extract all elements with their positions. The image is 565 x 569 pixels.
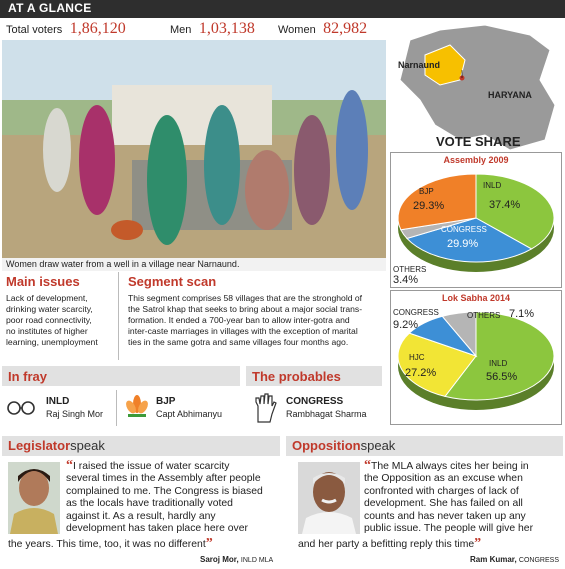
opposition-speak-title: [286, 436, 563, 453]
header-title: AT A GLANCE: [8, 1, 92, 15]
hand-icon: [252, 392, 278, 424]
legislator-quote-line: development has taken place here over: [66, 523, 248, 535]
pie1-congress-value: 29.9%: [447, 238, 479, 250]
opposition-quote-line: confronted with charges of lack of: [364, 485, 519, 497]
main-issues-title: Main issues: [6, 274, 80, 289]
legislator-last-line: [8, 538, 286, 551]
opposition-quote-line: counts and has never taken up any: [364, 510, 526, 522]
probable-name: Rambhagat Sharma: [286, 409, 367, 419]
women-stat: [278, 20, 367, 38]
main-issues-panel: [2, 272, 119, 360]
legislator-quote-line: as the locals have traditionally voted: [66, 498, 233, 510]
legislator-title-main: Legislator: [8, 438, 71, 453]
segment-scan-text: [124, 293, 386, 348]
opposition-quote-line: [364, 460, 564, 473]
legislator-attribution: [200, 555, 273, 564]
map-state-label: HARYANA: [488, 90, 532, 100]
main-issues-line: learning, unemployment: [6, 337, 98, 347]
quote-close-mark: ”: [205, 536, 213, 551]
lok-sabha-2014-title: Lok Sabha 2014: [441, 293, 511, 303]
candidate-1-party: INLD: [46, 396, 70, 407]
main-issues-text: [2, 293, 118, 348]
candidate-2-name: Capt Abhimanyu: [156, 409, 223, 419]
pie2-inld-value: 56.5%: [486, 371, 518, 383]
pie2-hjc-value: 27.2%: [405, 367, 437, 379]
main-issues-line: poor road connectivity,: [6, 315, 92, 325]
probables-header: [246, 366, 382, 386]
opposition-title-main: Opposition: [292, 438, 361, 453]
pie1-inld-value: 37.4%: [489, 199, 521, 211]
candidate-1-name: Raj Singh Mor: [46, 409, 104, 419]
lok-sabha-2014-chart: [390, 290, 562, 425]
pie2-others-label: OTHERS: [467, 311, 501, 320]
legislator-quote-line: against it. As a result, hardly any: [66, 510, 216, 522]
candidate-divider: [116, 390, 117, 426]
photo-caption: Women draw water from a well in a village near Narnaund.: [2, 258, 386, 271]
segment-scan-line: formation. It ended a 700-year ban to allow inter-gotra and: [128, 315, 350, 325]
pie1-congress-label: CONGRESS: [441, 225, 487, 234]
segment-scan-panel: [124, 272, 386, 360]
assembly-2009-title: Assembly 2009: [443, 155, 509, 165]
village-well-photo: [2, 40, 386, 270]
opposition-speak-header: [286, 436, 563, 456]
legislator-quote-line: complained to me. The Congress is biased: [66, 485, 263, 497]
opposition-last-line: [298, 538, 563, 551]
legislator-attrib-name: Saroj Mor,: [200, 555, 239, 564]
total-voters-stat: [6, 20, 126, 38]
map-place-label: Narnaund: [398, 60, 441, 70]
opposition-line: The MLA always cites her being in: [371, 461, 529, 472]
pie2-inld-label: INLD: [489, 359, 508, 368]
segment-scan-title: Segment scan: [128, 274, 217, 289]
photo-illustration: [2, 40, 386, 270]
quote-open-mark: “: [364, 458, 371, 473]
pie1-bjp-label: BJP: [419, 187, 434, 196]
legislator-quote-line: [66, 460, 282, 473]
men-label: Men: [170, 24, 192, 36]
pie2-congress-value: 9.2%: [393, 319, 419, 331]
opposition-quote-line: development. She has failed on all: [364, 498, 523, 510]
opposition-attribution: [470, 555, 559, 564]
segment-scan-line: This segment comprises 58 villages that are the stronghold of: [128, 293, 363, 303]
opposition-quote-line: the Opposition as an excuse when: [364, 473, 523, 485]
ram-kumar-photo: [298, 462, 360, 534]
in-fray-title: In fray: [8, 369, 48, 384]
pie2-hjc-label: HJC: [409, 353, 425, 362]
opposition-line: and her party a befitting reply this time: [298, 539, 475, 550]
spectacles-icon: [6, 396, 36, 418]
probables-candidate: [246, 388, 382, 428]
pie2-congress-label: CONGRESS: [393, 308, 439, 317]
pie2-others-value: 7.1%: [509, 308, 535, 320]
legislator-line: the years. This time, too, it was no different: [8, 539, 206, 550]
women-value: 82,982: [323, 20, 368, 37]
quote-open-mark: “: [66, 458, 73, 473]
total-voters-label: Total voters: [6, 24, 63, 36]
lotus-icon: [124, 392, 150, 422]
in-fray-candidates: [2, 388, 240, 428]
legislator-quote-line: several times in the Assembly after people: [66, 473, 261, 485]
women-label: Women: [278, 24, 316, 36]
legislator-speak-header: [2, 436, 280, 456]
segment-scan-line: ties in the same gotra and same villages four months ago.: [128, 337, 349, 347]
legislator-line: I raised the issue of water scarcity: [73, 461, 230, 472]
legislator-speak-title: [2, 436, 280, 453]
probable-party: CONGRESS: [286, 396, 344, 407]
men-stat: [170, 20, 255, 38]
opposition-title-suffix: speak: [360, 438, 396, 453]
in-fray-header: [2, 366, 240, 386]
legislator-quote: [66, 460, 282, 535]
pie1-others-value: 3.4%: [393, 274, 419, 286]
main-issues-line: Lack of development,: [6, 293, 88, 303]
legislator-attrib-role: INLD MLA: [240, 557, 274, 564]
main-issues-line: drinking water scarcity,: [6, 304, 93, 314]
pie1-others-label: OTHERS: [393, 265, 427, 274]
opposition-attrib-name: Ram Kumar,: [470, 555, 517, 564]
candidate-2-party: BJP: [156, 396, 176, 407]
saroj-mor-photo: [8, 462, 60, 534]
opposition-quote-line: public issue. The people will give her: [364, 523, 534, 535]
total-voters-value: 1,86,120: [69, 20, 126, 37]
main-issues-line: no institutes of higher: [6, 326, 88, 336]
vote-share-title: VOTE SHARE: [436, 134, 521, 149]
opposition-quote: [364, 460, 564, 535]
men-value: 1,03,138: [198, 20, 255, 37]
pie1-inld-label: INLD: [483, 181, 502, 190]
pie1-bjp-value: 29.3%: [413, 200, 445, 212]
segment-scan-line: inter-caste marriages in villages with the exception of marital: [128, 326, 358, 336]
legislator-title-suffix: speak: [70, 438, 105, 453]
probables-title: The probables: [252, 369, 341, 384]
segment-scan-line: the Satrol khap that seeks to bring about a major social trans-: [128, 304, 363, 314]
assembly-2009-chart: [390, 152, 562, 288]
opposition-attrib-role: CONGRESS: [518, 557, 559, 564]
quote-close-mark: ”: [474, 536, 482, 551]
